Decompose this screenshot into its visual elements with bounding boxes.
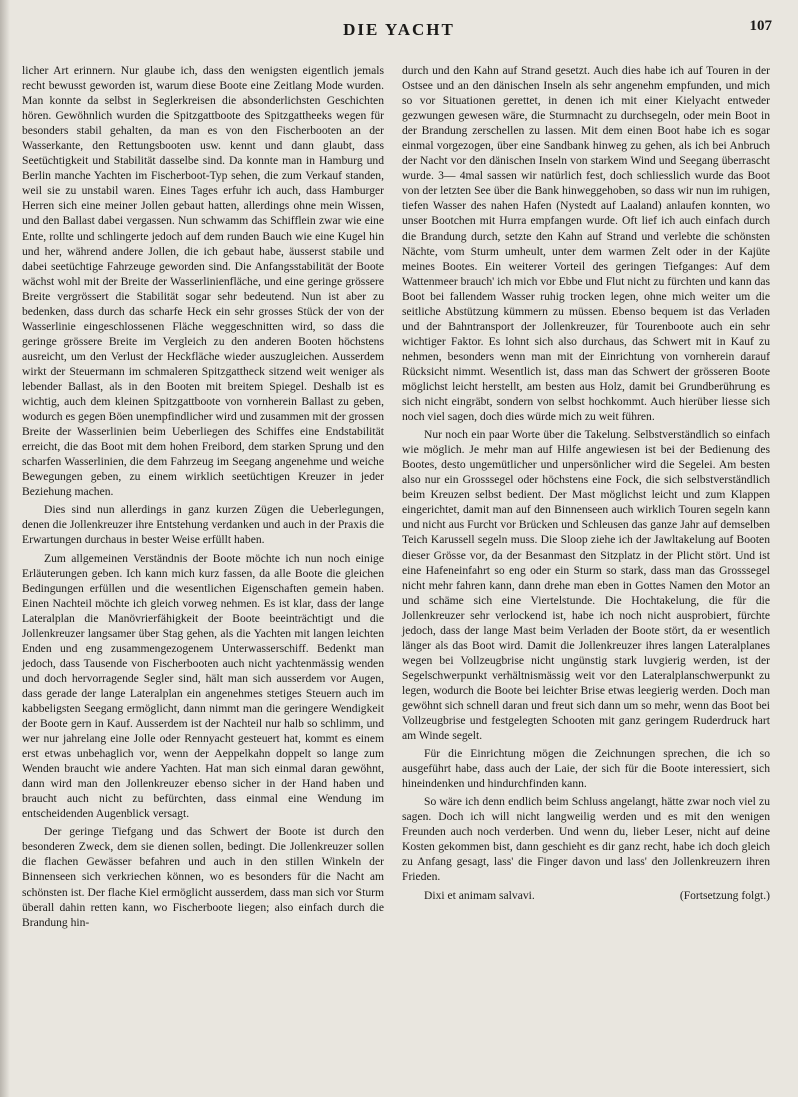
paragraph: Zum allgemeinen Verständnis der Boote möchte ich nun noch einige Erläuterungen geben. Ich kann mich kurz fassen, da alle Boote die gleichen Bedingungen erfüllen und die wesentlichen Eigenschaften gemein haben. Einen Nachteil möchte ich gleich vorweg nehmen. Es ist klar, dass der lange Lateralplan die Manövrierfähigkeit der Boote beeinträchtigt und die Jollenkreuzer langsamer über Stag gehen, als die Yachten mit langen leichten Enden und eng zusammengezogenem Unterwasserschiff. Bedenkt man jedoch, dass Tausende von Fischerbooten auch nicht yachtenmässig wenden und doch hervorragende Segler sind, hält man sich ausserdem vor Augen, dass gerade der lange Lateralplan ein angenehmes stetiges Steuern auch im kabbeligsten Seegang ermöglicht, dann nimmt man die geringere Wendigkeit der Boote gern in Kauf. Ausserdem ist der Nachteil nur halb so schlimm, und wer nur jahrelang eine Jolle oder Rennyacht gesteuert hat, kommt es einem erst etwas unbehaglich vor, wenn der Aeppelkahn doppelt so lange zum Wenden braucht wie andere Yachten. Hat man sich einmal daran gewöhnt, dann wird man den Jollenkreuzer ebenso sicher in der Hand haben und braucht auch nicht zu befürchten, dass einmal eine Wendung im entscheidenden Augenblick versagt. [22,551,384,821]
paragraph: Dies sind nun allerdings in ganz kurzen Zügen die Ueberlegungen, denen die Jollenkreuzer ihre Entstehung verdanken und auch in der Praxis die Erwartungen durchaus in bester Weise erfüllt haben. [22,503,384,547]
left-column [22,63,384,933]
continuation-note: (Fortsetzung folgt.) [679,888,770,902]
paragraph: Nur noch ein paar Worte über die Takelung. Selbstverständlich so einfach wie möglich. Je mehr man auf Hilfe angewiesen ist bei der Bedienung des Bootes, desto ungemütlicher und unpersönlicher wird die Segelei. Am besten also nur ein Grosssegel oder höchstens eine Fock, die sich selbstverständlich beim Kreuzen selbst bedient. Der Mast möglichst leicht und zum Klappen eingerichtet, damit man auf den Binnenseen auch wirklich Touren segeln kann und nicht aus Furcht vor Brücken und Schleusen das ganze Jahr auf demselben Teich Karussell segeln muss. Die Sloop ziehe ich der Jawltakelung auf Booten dieser Grösse vor, da der Besanmast den Sitzplatz in der Plicht stört. Und ist eine Hafeneinfahrt so eng oder ein Sturm so stark, dass man das Grosssegel nicht mehr fahren kann, dann drehe man eben in Gottes Namen den Motor an und schäme sich eine Viertelstunde. Die Hochtakelung, die für die Jollenkreuzer sehr verlockend ist, habe ich noch nicht ausprobiert, fürchte jedoch, dass der lange Mast beim Verladen der Boote stört, da er wesentlich länger als das Boot wird. Damit die Jollenkreuzer ihres langen Lateralplanes wegen bei Vollzeugbrise nicht ungünstig stark luvgierig werden, ist der Segelschwerpunkt verhältnismässig weit vor den Lateralplanschwerpunkt zu legen, wodurch die Boote bei leichter Brise etwas leegierig werden. Doch man gewöhnt sich schnell daran und freut sich dann um so mehr, wenn das Boot bei Vollzeugbrise und festgelegten Schooten mit ganz geringem Ruderdruck hart am Winde segelt. [402,428,770,743]
paragraph: So wäre ich denn endlich beim Schluss angelangt, hätte zwar noch viel zu sagen. Doch ich will nicht langweilig werden und es mit den wenigen Freunden auch noch verderben. Und wenn du, lieber Leser, nicht auf deine Kosten gekommen bist, dann geschieht es dir ganz recht, habe ich doch gleich zu Anfang gesagt, lass' die Finger davon und lass' den Jollenkreuzern ihren Frieden. [402,795,770,884]
closing-phrase: Dixi et animam salvavi. [424,888,535,902]
scan-edge-shadow [0,0,10,1097]
running-header-title: DIE YACHT [343,20,455,39]
paragraph: Für die Einrichtung mögen die Zeichnungen sprechen, die ich so ausgeführt habe, dass auch der Laie, der sich für die Boote interessiert, sich hineindenken und hindurchfinden kann. [402,747,770,791]
right-column [402,63,770,903]
article-signoff [402,888,770,903]
paragraph: durch und den Kahn auf Strand gesetzt. Auch dies habe ich auf Touren in der Ostsee und an den dänischen Inseln als sehr angenehm empfunden, und mich so vor Situationen gerettet, in denen ich mit einer Kielyacht entweder gezwungen gewesen wäre, die Sturmnacht zu durchsegeln, oder mein Boot in der Brandung zerschellen zu lassen. Mit dem einen Boot habe ich es sogar einmal vorgezogen, über eine Sandbank hinweg zu gehen, als ich bei Anbruch der Nacht vor den dänischen Inseln von starkem Wind und Seegang überrascht wurde. 3— 4mal sassen wir natürlich fest, doch schliesslich wurde das Boot von der letzten See über die Bank hinweggehoben, so dass wir nun im ruhigen, tiefen Wasser des nahen Hafen (Nystedt auf Laaland) anlaufen konnten, wo unser Bootchen mit Hurra empfangen wurde. Oft lief ich auch einfach durch die Brandung durch, setzte den Kahn auf Strand und verlebte die schönsten Nächte, vom Sturm umheult, unter dem warmen Zelt oder in der Kajüte meines Bootes. Ein weiterer Vorteil des geringen Tiefganges: Auf dem Wattenmeer brauch' ich mich vor Ebbe und Flut nicht zu fürchten und kann das Boot bei fallendem Wasser ruhig trocken legen, ohne mich weiter um die seitliche Abstützung kümmern zu müssen. Ebenso bequem ist das Verladen und der Bahntransport der Jollenkreuzer, für Tourenboote auch ein sehr wichtiger Faktor. Es lohnt sich also durchaus, das Schwert mit in Kauf zu nehmen, besonders wenn man mit der Einrichtung von vornherein darauf Rücksicht nimmt. Wesentlich ist, dass man das Schwert der grösseren Boote möglichst leicht herstellt, am besten aus Holz, damit bei Grundberührung es sich nicht eingräbt, sondern von selbst hochkommt. Auch hierüber liesse sich noch viel sagen, doch dies würde mich zu weit führen. [402,64,770,424]
paragraph: Der geringe Tiefgang und das Schwert der Boote ist durch den besonderen Zweck, dem sie dienen sollen, bedingt. Die Jollenkreuzer sollen die flachen Gewässer befahren und auch in den stillen Winkeln der Binnenseen sich verkriechen können, wo es besonders für die Nacht am schönsten ist. Der flache Kiel ermöglicht ausserdem, dass man sich vor Sturm überall dahin retten kann, wo Fischerboote liegen; also einfach durch die Brandung hin- [22,825,384,929]
page-number: 107 [749,18,772,34]
paragraph: licher Art erinnern. Nur glaube ich, dass den wenigsten eigentlich jemals recht bewusst geworden ist, warum diese Boote eine Zeitlang Mode wurden. Man konnte da selbst in Seglerkreisen die absonderlichsten Geschichten hören. Gewöhnlich wurden die Spitzgattboote des Spitzgattheeks wegen für besonders stabil gehalten, da man es von den Fischerbooten an der Wasserkante, den Rettungsbooten usw. kennt und dann glaubt, dass Seetüchtigkeit und Stabilität dasselbe sind. Da konnte man in Hamburg und Berlin manche Yachten im Fischerboot-Typ sehen, die zum Verkauf standen, weil sie zu unstabil waren. Eines Tages erfuhr ich auch, dass Hamburger Herren sich eine meiner Jollen gebaut hatten, allerdings ohne mein Wissen, und den Ballast dabei vergassen. Nun schwamm das Schifflein zwar wie eine Ente, rollte und schlingerte jedoch auf dem runden Bauch wie eine Kugel hin und her, während andere Jollen, die ich gebaut habe, äusserst stabile und dabei seetüchtige Fahrzeuge geworden sind. Die Anfangsstabilität der Boote wächst wohl mit der Breite der Wasserlinienfläche, und eine geringe grössere Breite vergrössert die Stabilität sogar sehr bedeutend. Nun ist aber zu bedenken, dass durch das scharfe Heck ein sehr grosses Stück der von der Wasserlinie eingeschlossenen Fläche weggeschnitten wird, so dass die geringe grössere Breite im Vergleich zu den anderen Booten höchstens ausreicht, um den Verlust der Heckfläche wieder auszugleichen. Ausserdem wirkt der Steuermann im schmaleren Spitzgattheck sitzend weit weniger als lebender Ballast, als in den Booten mit breitem Spiegel. Deshalb ist es wichtig, auch dem kleinen Spitzgattboote von vornherein Ballast zu geben, wodurch es gegen Böen unempfindlicher wird und zusammen mit der grossen Breite der Wasserlinien beim Ueberliegen des Schiffes eine Endstabilität erreicht, die das Boot mit dem hohen Freibord, dem starken Sprung und den scharfen Wasserlinien, die dem Fahrzeug im Seegang angenehme und weiche Bewegungen geben, zu einem wirklich seetüchtigen Kreuzer in jeder Beziehung machen. [22,64,384,499]
